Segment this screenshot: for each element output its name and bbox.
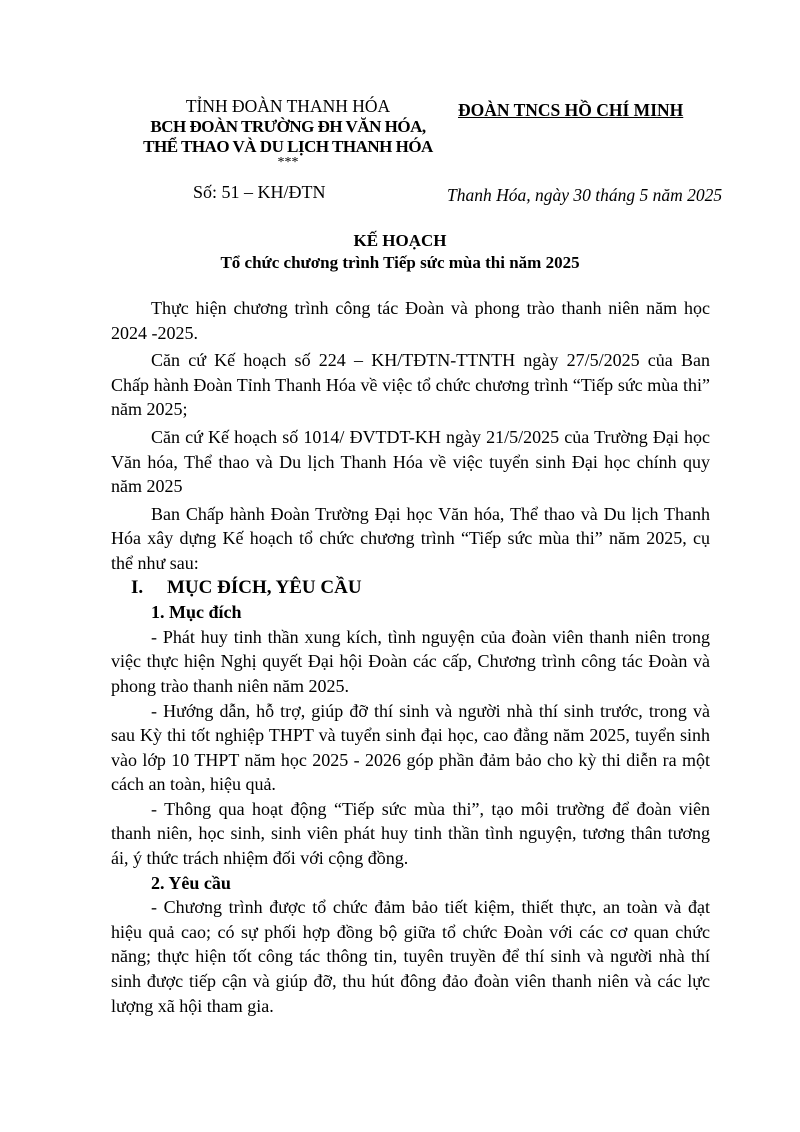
paragraph-3: Căn cứ Kế hoạch số 1014/ ĐVTDT-KH ngày 21/5/2025 của Trường Đại học Văn hóa, Thể thao và Du lịch Thanh Hóa về việc tuyển sinh Đại học chính quy năm 2025 (111, 426, 710, 497)
paragraph-4: Ban Chấp hành Đoàn Trường Đại học Văn hóa, Thể thao và Du lịch Thanh Hóa xây dựng Kế hoạch tổ chức chương trình “Tiếp sức mùa thi” năm 2025, cụ thể như sau: (111, 503, 710, 573)
org-left-line1: TỈNH ĐOÀN THANH HÓA (185, 96, 391, 116)
requirement-item-1: - Chương trình được tổ chức đảm bảo tiết kiệm, thiết thực, an toàn và đạt hiệu quả cao; có sự phối hợp đồng bộ giữa tổ chức Đoàn với các cơ quan chức năng; thực hiện tốt công tác thông tin, tuyên truyền để thí sinh và người nhà thí sinh được tiếp cận và giúp đỡ, thu hút đông đảo đoàn viên thanh niên và các lực lượng xã hội tham gia. (111, 897, 710, 1016)
paragraph-1: Thực hiện chương trình công tác Đoàn và phong trào thanh niên năm học 2024 -2025. (111, 298, 710, 343)
purpose-item-1: - Phát huy tinh thần xung kích, tình nguyện của đoàn viên thanh niên trong việc thực hiện Nghị quyết Đại hội Đoàn các cấp, Chương trình công tác Đoàn và phong trào thanh niên năm 2025. (111, 626, 710, 696)
document-number: Số: 51 – KH/ĐTN (193, 182, 326, 202)
issuing-organization (133, 96, 443, 169)
org-left-line3: THỂ THAO VÀ DU LỊCH THANH HÓA (143, 137, 433, 156)
paragraph-2: Căn cứ Kế hoạch số 224 – KH/TĐTN-TTNTH ngày 27/5/2025 của Ban Chấp hành Đoàn Tỉnh Thanh Hóa về việc tổ chức chương trình “Tiếp sức mùa thi” năm 2025; (111, 350, 710, 420)
place-date: Thanh Hóa, ngày 30 tháng 5 năm 2025 (447, 185, 723, 205)
section-number: I. (131, 576, 144, 598)
document-subtitle: Tổ chức chương trình Tiếp sức mùa thi năm 2025 (220, 253, 580, 272)
document-title: KẾ HOẠCH (353, 231, 447, 250)
org-left-line2: BCH ĐOÀN TRƯỜNG ĐH VĂN HÓA, (150, 117, 426, 136)
purpose-item-3: - Thông qua hoạt động “Tiếp sức mùa thi”, tạo môi trường để đoàn viên thanh niên, học sinh, sinh viên phát huy tinh thần tình nguyện, tương thân tương ái, ý thức trách nhiệm đối với cộng đồng. (111, 798, 710, 869)
section-title: MỤC ĐÍCH, YÊU CẦU (167, 576, 362, 598)
org-right-heading: ĐOÀN TNCS HỒ CHÍ MINH (458, 100, 684, 120)
subsection-heading-requirements: 2. Yêu cầu (151, 872, 231, 893)
stars-divider: *** (277, 155, 299, 170)
section-heading-1 (111, 576, 710, 601)
document-body (111, 296, 710, 1018)
purpose-item-2: - Hướng dẫn, hỗ trợ, giúp đỡ thí sinh và người nhà thí sinh trước, trong và sau Kỳ thi tốt nghiệp THPT và tuyển sinh đại học, cao đẳng năm 2025, tuyển sinh vào lớp 10 THPT năm học 2025 - 2026 góp phần đảm bảo cho kỳ thi diễn ra một cách an toàn, hiệu quả. (111, 700, 710, 795)
subsection-heading-purpose: 1. Mục đích (151, 602, 242, 623)
